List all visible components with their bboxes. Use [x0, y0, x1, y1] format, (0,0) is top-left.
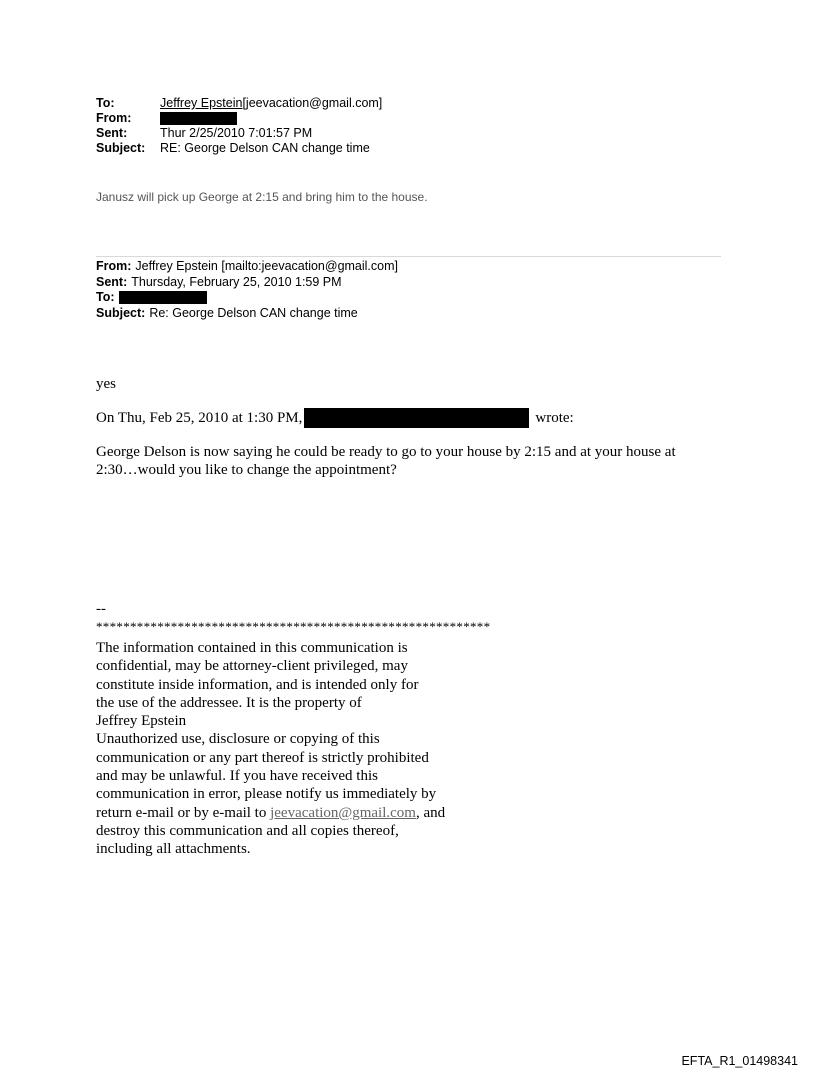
to-value [160, 96, 382, 111]
disclaimer-line: confidential, may be attorney-client privileged, may [96, 658, 408, 675]
from-label: From: [96, 111, 132, 125]
sent-label: Sent: [96, 126, 128, 140]
header-to-row [96, 96, 382, 111]
redaction-bar [304, 408, 529, 428]
signature-stars: ********************************************************** [96, 619, 491, 634]
quoted-subject-value: Re: George Delson CAN change time [149, 305, 358, 320]
divider [96, 256, 721, 257]
quoted-sent-label: Sent: [96, 274, 128, 289]
to-name: Jeffrey Epstein [160, 96, 243, 110]
header-subject-row [96, 141, 382, 156]
disclaimer [96, 639, 486, 859]
sent-value: Thur 2/25/2010 7:01:57 PM [160, 126, 313, 140]
quoted-from-label: From: [96, 259, 132, 273]
redaction-bar [119, 291, 207, 304]
message-delson: George Delson is now saying he could be ready to go to your house by 2:15 and at your house at 2:30…would you like to change the appointment? [96, 444, 676, 478]
redaction-bar [160, 112, 237, 125]
return-suffix: , and [415, 804, 446, 821]
to-address: [jeevacation@gmail.com] [242, 96, 383, 110]
email-link[interactable]: jeevacation@gmail.com [270, 804, 416, 821]
to-label: To: [96, 96, 115, 110]
attribution-wrote: wrote: [535, 410, 574, 426]
quoted-to-row [96, 290, 398, 306]
disclaimer-line: destroy this communication and all copies thereof, [96, 822, 399, 839]
quoted-header [96, 259, 398, 321]
email-header [96, 96, 382, 156]
quoted-sent-value: Thursday, February 25, 2010 1:59 PM [131, 274, 342, 289]
disclaimer-line: communication or any part thereof is strictly prohibited [96, 749, 429, 766]
quoted-subject-row [96, 306, 398, 322]
disclaimer-line: the use of the addressee. It is the property of [96, 694, 362, 711]
document-id: EFTA_R1_01498341 [681, 1054, 798, 1068]
disclaimer-line: and may be unlawful. If you have received this [96, 768, 378, 785]
quoted-subject-label: Subject: [96, 305, 146, 320]
disclaimer-line: The information contained in this communication is [96, 640, 408, 656]
disclaimer-line: including all attachments. [96, 841, 251, 858]
signature-dash: -- [96, 601, 106, 617]
message-attribution [96, 408, 574, 428]
disclaimer-line: communication in error, please notify us immediately by [96, 786, 437, 803]
header-sent-row [96, 126, 382, 141]
message-yes: yes [96, 376, 116, 392]
header-from-row [96, 111, 382, 126]
disclaimer-line [96, 804, 486, 822]
return-prefix: return e-mail or by e-mail to [96, 804, 271, 821]
disclaimer-line: Jeffrey Epstein [96, 713, 187, 730]
disclaimer-line: Unauthorized use, disclosure or copying of this [96, 731, 380, 748]
subject-label: Subject: [96, 141, 146, 155]
disclaimer-line: constitute inside information, and is intended only for [96, 676, 419, 693]
quoted-from-value: Jeffrey Epstein [mailto:jeevacation@gmail.com] [135, 259, 398, 273]
quoted-sent-row [96, 275, 398, 291]
reply-body: Janusz will pick up George at 2:15 and bring him to the house. [96, 190, 428, 204]
subject-value: RE: George Delson CAN change time [160, 141, 370, 155]
quoted-to-label: To: [96, 290, 115, 304]
quoted-from-row [96, 259, 398, 275]
attribution-date: On Thu, Feb 25, 2010 at 1:30 PM, [96, 410, 303, 426]
